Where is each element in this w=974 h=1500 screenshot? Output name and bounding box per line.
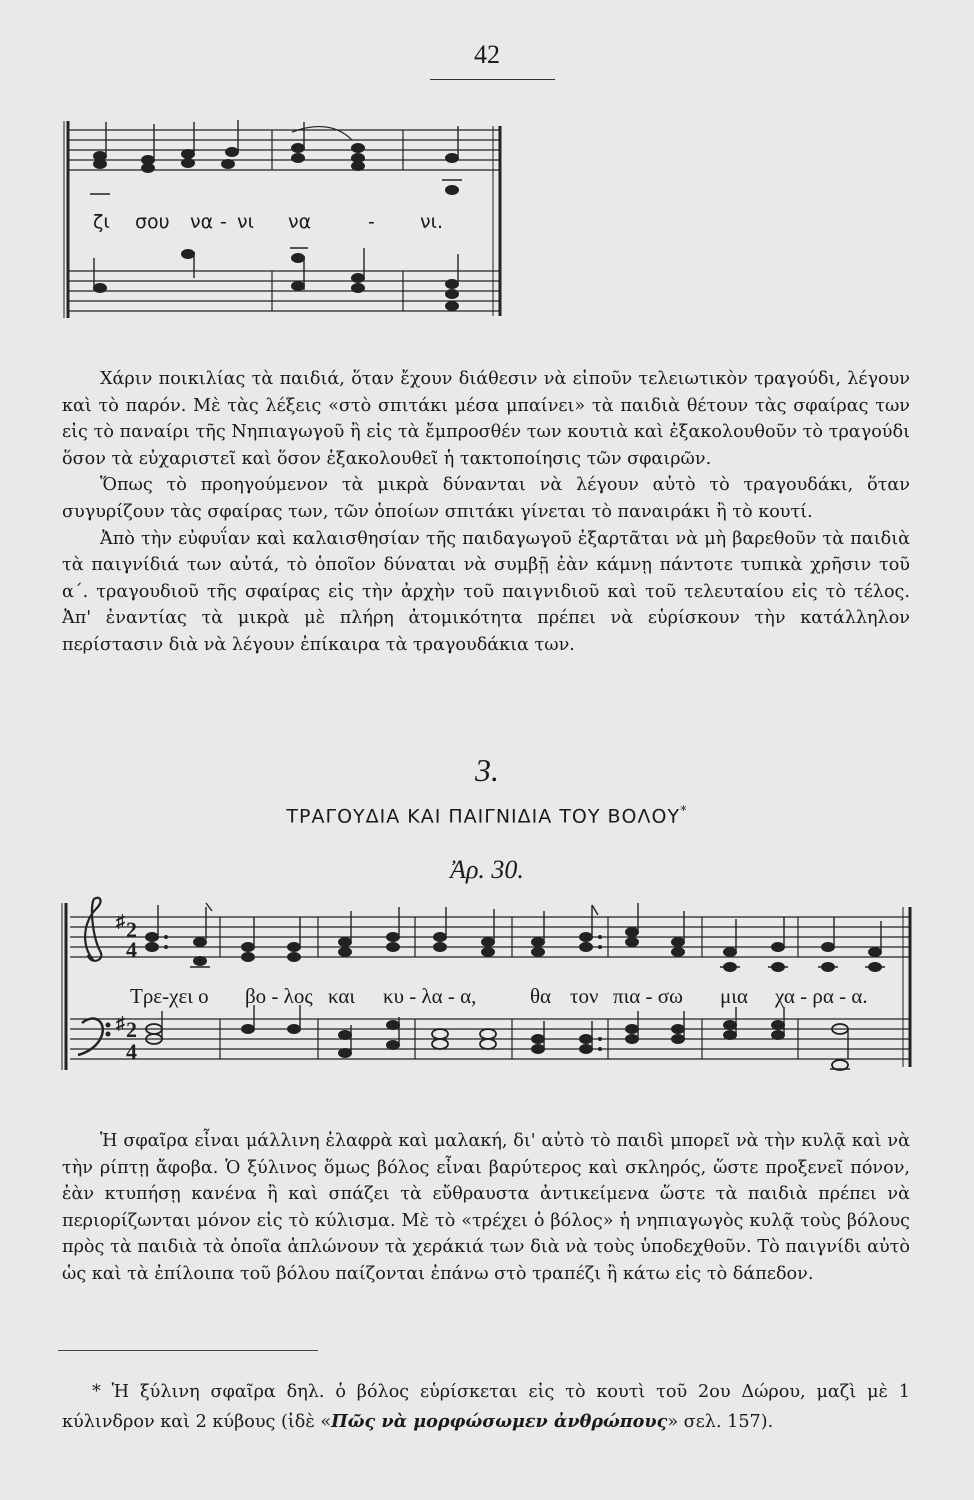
bass-clef-dot-lower xyxy=(106,1032,111,1037)
score1-lyric-5: νι xyxy=(237,211,255,233)
footnote xyxy=(62,1378,910,1437)
time-sig-top-bass: 2 xyxy=(126,1017,137,1042)
score1-lyric-2: σου xyxy=(135,211,170,233)
score2-lyric-8: μια xyxy=(720,984,748,1008)
score1-lyric-4: - xyxy=(220,211,227,233)
score1-lyric-1: ζι xyxy=(93,211,110,233)
song-number: Ἀρ. 30. xyxy=(450,855,524,884)
score1-lyric-7: - xyxy=(368,211,375,233)
body-text-1 xyxy=(62,366,910,659)
key-signature-sharp-bass: ♯ xyxy=(116,1013,125,1033)
paragraph-3: Ἀπὸ τὴν εὐφυΐαν καὶ καλαισθησίαν τῆς παιδαγωγοῦ ἐξαρτᾶται νὰ μὴ βαρεθοῦν τὰ παιδιὰ τὰ παιγνίδιά των αὐτά, τὸ ὁποῖον δύναται νὰ συμβῇ ἐὰν κάμνῃ πάντοτε τυπικὰ χρῆσιν τοῦ α΄. τραγουδιοῦ τῆς σφαίρας εἰς τὴν ἀρχὴν τοῦ παιγνιδιοῦ καὶ τοῦ τελευταίου εἰς τὸ τέλος. Ἀπ' ἐναντίας τὰ μικρὰ μὲ πλήρη ἀτομικότητα πρέπει νὰ εὑρίσκουν τὴν κατάλληλον περίστασιν διὰ νὰ λέγουν ἐπίκαιρα τὰ τραγουδάκια των. xyxy=(62,528,910,655)
paragraph-2: Ὅπως τὸ προηγούμενον τὰ μικρὰ δύνανται νὰ λέγουν αὐτὸ τὸ τραγουδάκι, ὅταν συγυρίζουν τὰς σφαίρας των, τῶν ὁποίων σπιτάκι γίνεται τὸ παναιράκι ἢ τὸ κουτί. xyxy=(62,475,910,522)
section-title xyxy=(0,804,974,827)
bass-clef-dot-upper xyxy=(106,1023,111,1028)
time-sig-bottom-treble: 4 xyxy=(126,937,137,962)
header-rule xyxy=(430,79,555,80)
score1-lyric-8: νι. xyxy=(420,211,444,233)
footnote-text-start: * Ἡ ξύλινη σφαῖρα δηλ. ὁ βόλος εὑρίσκεται εἰς τὸ κουτὶ τοῦ 2ου Δώρου, μαζὶ μὲ 1 κύλινδρον καὶ 2 κύβους (ἰδὲ « xyxy=(62,1382,910,1432)
score2-lyric-1: Τρε-χει ο xyxy=(130,984,209,1008)
section-number: 3. xyxy=(475,752,499,788)
footnote-rule xyxy=(58,1350,318,1351)
time-sig-top-treble: 2 xyxy=(126,917,137,942)
time-sig-bottom-bass: 4 xyxy=(126,1039,137,1064)
score1-lyric-3: να xyxy=(190,211,214,233)
score2-lyric-4: κυ - λα - α, xyxy=(383,984,477,1008)
footnote-book-title: Πῶς νὰ μορφώσωμεν ἀνθρώπους xyxy=(331,1411,668,1432)
score1-lyric-6: να xyxy=(288,211,312,233)
key-signature-sharp-treble: ♯ xyxy=(116,911,125,931)
paragraph-1: Χάριν ποικιλίας τὰ παιδιά, ὅταν ἔχουν διάθεσιν νὰ εἰποῦν τελειωτικὸν τραγούδι, λέγουν καὶ τὸ παρόν. Μὲ τὰς λέξεις «στὸ σπιτάκι μέσα μπαίνει» τὰ παιδιὰ θέτουν τὰς σφαίρας των εἰς τὸ παναίρι τῆς Νηπιαγωγοῦ ἢ εἰς τὰ ἔμπροσθέν των κουτιὰ καὶ ἐξακολουθοῦν τὸ τραγούδι ὅσον τὰ εὐχαριστεῖ καὶ ὅσον ἐξακολουθεῖ ἡ τακτοποίησις τῶν σφαιρῶν. xyxy=(62,369,910,469)
body-text-2 xyxy=(62,1128,910,1288)
score2-lyric-5: θα xyxy=(530,984,552,1008)
score2-lyric-7: πια - σω xyxy=(613,984,683,1008)
score2-lyric-3: και xyxy=(328,984,356,1008)
score2-lyric-2: βο - λος xyxy=(245,984,313,1008)
score2-lyric-6: τον xyxy=(570,984,599,1008)
paragraph-4: Ἡ σφαῖρα εἶναι μάλλινη ἐλαφρὰ καὶ μαλακή, δι' αὐτὸ τὸ παιδὶ μπορεῖ νὰ τὴν κυλᾷ καὶ νὰ τὴν ρίπτῃ ἄφοβα. Ὁ ξύλινος ὅμως βόλος εἶναι βαρύτερος καὶ σκληρός, ὥστε προξενεῖ πόνον, ἐὰν κτυπήσῃ κανένα ἢ καὶ σπάζει τὰ εὔθραυστα ἀντικείμενα ὥστε τὰ παιδιὰ πρέπει νὰ περιορίζωνται μόνον εἰς τὸ κύλισμα. Μὲ τὸ «τρέχει ὁ βόλος» ἡ νηπιαγωγὸς κυλᾷ τοὺς βόλους πρὸς τὰ παιδιὰ τὰ ὁποῖα ἁπλώνουν τὰ χεράκιά των διὰ νὰ τοὺς ὑποδεχθοῦν. Τὸ παιγνίδι αὐτὸ ὡς καὶ τὰ ἐπίλοιπα τοῦ βόλου παίζονται ἐπάνω στὸ τραπέζι ἢ κάτω εἰς τὸ δάπεδον. xyxy=(62,1131,910,1284)
score2-lyric-9: χα - ρα - α. xyxy=(775,984,868,1008)
section-title-footnote-mark: * xyxy=(680,804,688,819)
section-title-text: ΤΡΑΓΟΥΔΙΑ ΚΑΙ ΠΑΙΓΝΙΔΙΑ ΤΟΥ ΒΟΛΟΥ xyxy=(286,805,681,828)
page-number: 42 xyxy=(474,40,500,69)
footnote-text-end: » σελ. 157). xyxy=(667,1412,774,1432)
